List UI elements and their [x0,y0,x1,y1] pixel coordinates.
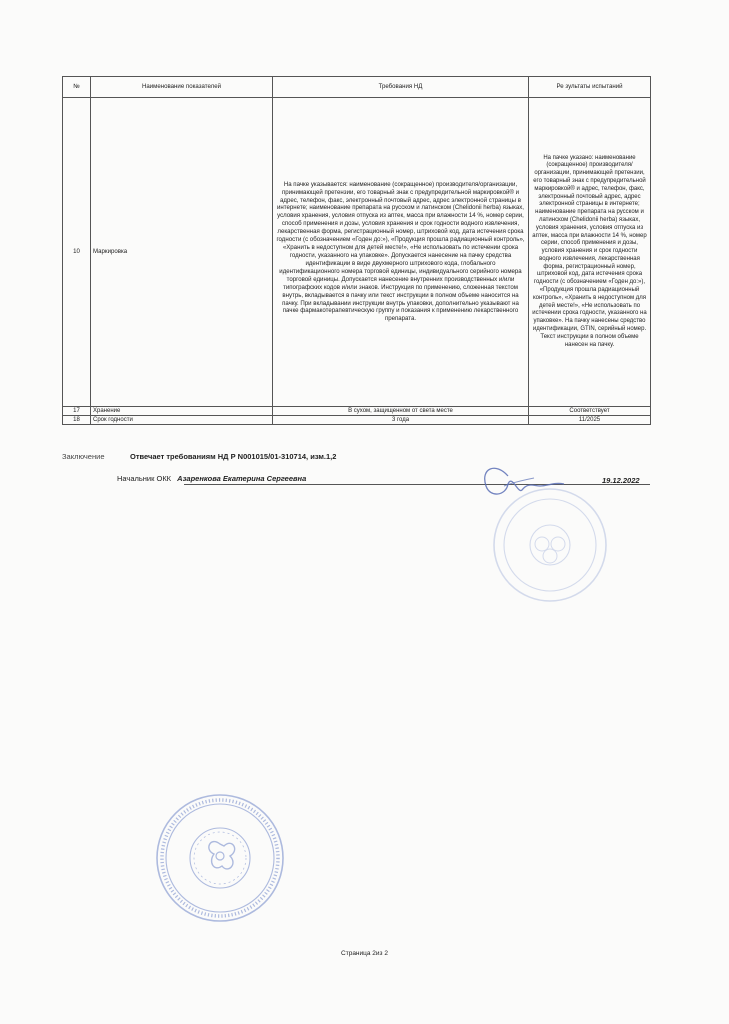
results-table [62,76,651,425]
table-row [63,407,651,416]
row-num: 18 [63,416,91,425]
signatory-name: Азаренкова Екатерина Сергеевна [177,474,307,483]
signature-date: 19.12.2022 [602,476,640,485]
table-header-row [63,77,651,98]
signature-underline [184,484,650,485]
page-number: Страница 2из 2 [341,950,388,957]
round-seal-faint [488,486,612,604]
table-row [63,98,651,407]
row-requirement: 3 года [273,416,529,425]
row-result: На пачке указано: наименование (сокращенное) производителя/организации, принимающей претензии, его товарный знак с предупредительной маркировкой® и адрес, телефон, факс, электронный почтовый адрес, адрес электронной страницы в интернете; наименование препарата на русском и латинском (Chelidonii herba) языках, условия хранения, условия отпуска из аптек, масса при влажности 14 %, номер серии, способ применения и дозы, условия хранения и срок годности водного извлечения, лекарственная форма, регистрационный номер, штриховой код, дата истечения срока годности (с обозначением «Годен до:»), «Продукция прошла радиационный контроль», «Хранить в недоступном для детей месте!», «Не использовать по истечении срока годности, указанного на упаковке». На пачку нанесены средство идентификации, GTIN, серийный номер. Текст инструкции в полном объеме нанесен на пачку. [529,98,651,407]
header-requirements: Требования НД [273,77,529,98]
conclusion-label: Заключение [62,452,105,461]
header-num: № [63,77,91,98]
row-name: Хранение [91,407,273,416]
signatory-line [117,474,306,483]
conclusion-text: Отвечает требованиям НД Р N001015/01-310714, изм.1,2 [130,452,337,461]
row-requirement: В сухом, защищенном от света месте [273,407,529,416]
conclusion [62,452,337,461]
row-result: 11/2025 [529,416,651,425]
header-results: Ре зультаты испытаний [529,77,651,98]
row-result: Соответствует [529,407,651,416]
round-seal [150,792,290,924]
row-name: Срок годности [91,416,273,425]
row-num: 17 [63,407,91,416]
table-row [63,416,651,425]
header-name: Наименование показателей [91,77,273,98]
row-name: Маркировка [91,98,273,407]
row-requirement: На пачке указывается: наименование (сокращенное) производителя/организации, принимающей претензии, его товарный знак с предупредительной маркировкой® и адрес, телефон, факс, электронный почтовый адрес, адрес электронной страницы в интернете; наименование препарата на русском и латинском (Chelidonii herba) языках, условия хранения, условия отпуска из аптек, масса при влажности 14 %, номер серии, способ применения и дозы, условия хранения и срок годности водного извлечения, лекарственная форма, регистрационный номер, штриховой код, дата истечения срока годности (с обозначением «Годен до:»), «Продукция прошла радиационный контроль», «Хранить в недоступном для детей месте!», «Не использовать по истечении срока годности, указанного на упаковке». Допускается нанесение на пачку средства идентификации в виде двухмерного штрихового кода, глобального идентификационного номера торговой единицы, индивидуального серийного номера торговой единицы. Допускается нанесение внутренних производственных и/или типографских кодов и/или знаков. Инструкция по применению, сложенная текстом внутрь, вкладывается в пачку или текст инструкции в полном объеме наносится на пачку. При вкладывании инструкции внутрь упаковки, дополнительно указывают на пачке фармакотерапевтическую группу и показания к применению лекарственного препарата. [273,98,529,407]
signatory-position: Начальник ОКК [117,474,172,483]
row-num: 10 [63,98,91,407]
